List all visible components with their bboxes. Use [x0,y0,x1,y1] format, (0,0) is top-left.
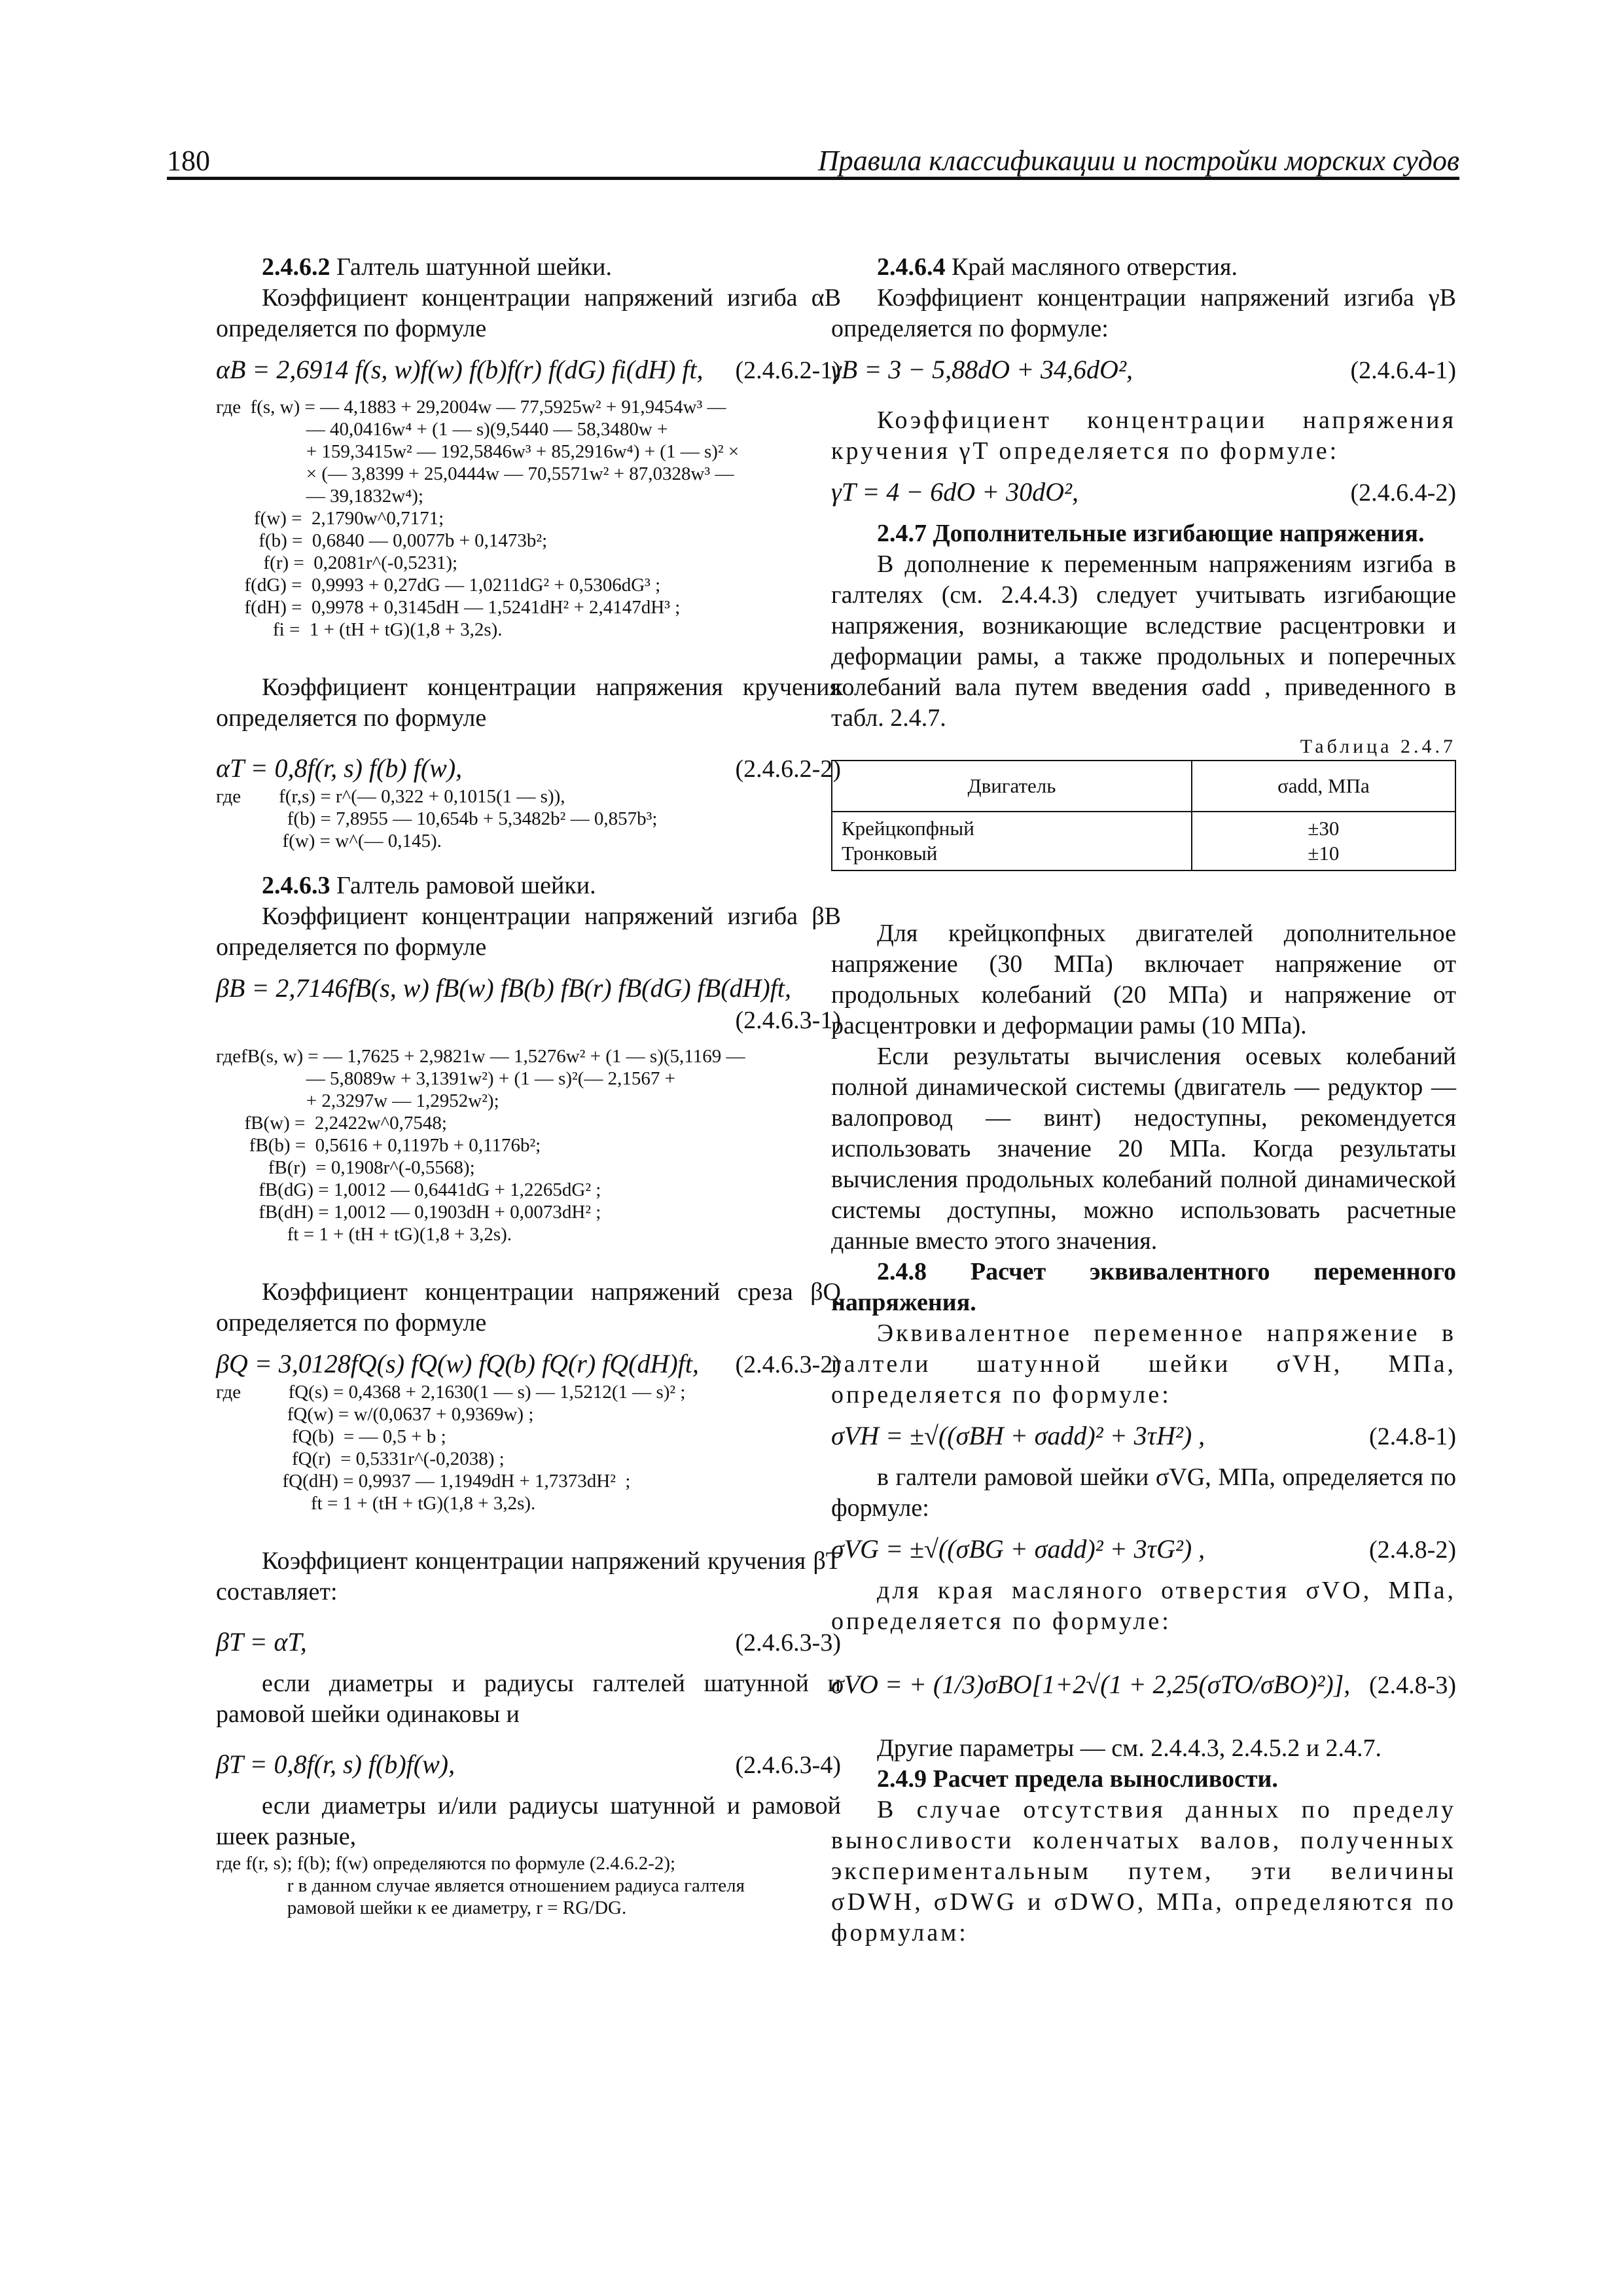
paragraph: если диаметры и/или радиусы шатунной и рамовой шеек разные, [216,1792,841,1850]
equation-2-4-6-4-1 [831,353,1456,387]
section-heading-2-4-6-2 [216,252,841,283]
section-title: Галтель шатунной шейки. [330,253,612,281]
equation-2-4-6-3-3 [216,1626,841,1659]
section-title: 2.4.9 Расчет предела выносливости. [877,1765,1278,1793]
section-heading-2-4-9 [831,1764,1456,1795]
table-header-row [832,761,1455,812]
section-number: 2.4.6.4 [877,253,946,281]
equation-number: (2.4.8-3) [1369,1672,1456,1699]
where-block: где f(s, w) = — 4,1883 + 29,2004w — 77,5925w² + 91,9454w³ — — 40,0416w⁴ + (1 — s)(9,5440 — 58,3480w + + 159,3415w² — 192,5846w³ + 85,2916w⁴) + (1 — s)² × × (— 3,8399 + 25,0444w — 70,5571w² + 87,0328w³ — — 39,1832w⁴); f(w) = 2,1790w^0,7171; f(b) = 0,6840 — 0,0077b + 0,1473b²; f(r) = 0,2081r^(-0,5231); f(dG) = 0,9993 + 0,27dG — 1,0211dG² + 0,5306dG³ ; f(dH) = 0,9978 + 0,3145dH — 1,5241dH² + 2,4147dH³ ; fi = 1 + (tH + tG)(1,8 + 3,2s). [216,397,740,640]
section-number: 2.4.6.3 [262,872,330,899]
table-row [832,812,1455,870]
where-block: где f(r, s); f(b); f(w) определяются по формуле (2.4.6.2-2); r в данном случае является отношением радиуса галтеля рамовой шейки к ее диаметру, r = RG/DG. [216,1853,745,1918]
paragraph: Коэффициент концентрации напряжений изгиба αB определяется по формуле [216,284,841,342]
section-title: 2.4.7 Дополнительные изгибающие напряжения. [877,520,1425,547]
paragraph: Если результаты вычисления осевых колебаний полной динамической системы (двигатель — редуктор — валопровод — винт) недоступны, рекомендуется использовать значение 20 МПа. Когда результаты вычисления продольных колебаний полной динамической системы доступны, можно использовать расчетные данные вместо этого значения. [831,1043,1456,1255]
section-heading-2-4-8 [831,1257,1456,1318]
paragraph: В дополнение к переменным напряжениям изгиба в галтелях (см. 2.4.4.3) следует учитывать изгибающие напряжения, возникающие вследствие расцентровки и деформации рамы, а также продольных и поперечных колебаний вала путем введения σadd , приведенного в табл. 2.4.7. [831,550,1456,732]
paragraph: Коэффициент концентрации напряжений изгиба βB определяется по формуле [216,903,841,961]
equation-body: βT = αT, [216,1627,307,1657]
equation-number: (2.4.6.4-1) [1350,357,1456,384]
equation-number: (2.4.6.4-2) [1350,479,1456,507]
equation-2-4-6-2-2 [216,752,841,785]
equation-body: σVO = + (1/3)σBO[1+2√(1 + 2,25(σTO/σBO)²)], [831,1670,1351,1699]
paragraph: Коэффициент концентрации напряжения кручения определяется по формуле [216,673,841,732]
header-rule [167,177,1459,180]
equation-2-4-6-3-4 [216,1748,841,1782]
equation-body: σVH = ±√((σBH + σadd)² + 3τH²) , [831,1421,1205,1450]
section-heading-2-4-6-3 [216,870,841,901]
equation-body: σVG = ±√((σBG + σadd)² + 3τG²) , [831,1534,1205,1564]
equation-number: (2.4.6.3-3) [735,1629,841,1657]
equation-body: αB = 2,6914 f(s, w)f(w) f(b)f(r) f(dG) fi(dH) ft, [216,355,704,384]
engine-type: Тронковый [842,842,938,865]
equation-2-4-8-2 [831,1533,1456,1566]
table-cell [832,812,1192,870]
equation-number: (2.4.8-2) [1369,1536,1456,1564]
table-cell [1192,812,1455,870]
section-heading-2-4-6-4 [831,252,1456,283]
where-block: где fQ(s) = 0,4368 + 2,1630(1 — s) — 1,5212(1 — s)² ; fQ(w) = w/(0,0637 + 0,9369w) ; fQ(b) = — 0,5 + b ; fQ(r) = 0,5331r^(-0,2038) ; fQ(dH) = 0,9937 — 1,1949dH + 1,7373dH² ; ft = 1 + (tH + tG)(1,8 + 3,2s). [216,1382,686,1514]
section-title: Галтель рамовой шейки. [330,872,596,899]
paragraph: Коэффициент концентрации напряжений изгиба γB определяется по формуле: [831,284,1456,342]
equation-number: (2.4.6.2-2) [735,755,841,783]
equation-number: (2.4.8-1) [1369,1423,1456,1450]
section-title: 2.4.8 Расчет эквивалентного переменного напряжения. [831,1258,1456,1316]
section-heading-2-4-7 [831,518,1456,549]
section-title: Край масляного отверстия. [945,253,1238,281]
equation-2-4-6-3-1 [216,972,841,1005]
equation-number: (2.4.6.3-2) [735,1351,841,1378]
where-block: где f(r,s) = r^(— 0,322 + 0,1015(1 — s)), f(b) = 7,8955 — 10,654b + 5,3482b² — 0,857b³; f(w) = w^(— 0,145). [216,786,658,852]
paragraph: в галтели рамовой шейки σVG, МПа, определяется по формуле: [831,1463,1456,1522]
paragraph: Другие параметры — см. 2.4.4.3, 2.4.5.2 и 2.4.7. [877,1734,1382,1762]
equation-body: βT = 0,8f(r, s) f(b)f(w), [216,1749,455,1779]
stress-value: ±30 [1308,817,1340,840]
paragraph: Коэффициент концентрации напряжений среза βQ определяется по формуле [216,1278,841,1336]
equation-number: (2.4.6.3-4) [735,1751,841,1779]
running-title: Правила классификации и постройки морских судов [817,145,1459,177]
table-2-4-7 [831,760,1456,871]
paragraph: Коэффициент концентрации напряжения кручения γT определяется по формуле: [831,406,1456,465]
equation-2-4-8-3 [831,1668,1456,1702]
section-number: 2.4.6.2 [262,253,330,281]
left-column [216,252,841,1919]
paragraph: Эквивалентное переменное напряжение в галтели шатунной шейки σVH, МПа, определяется по формуле: [831,1319,1456,1408]
table-header-cell: σadd, МПа [1192,761,1455,812]
paragraph: В случае отсутствия данных по пределу выносливости коленчатых валов, полученных экспериментальным путем, эти величины σDWH, σDWG и σDWO, МПа, определяются по формулам: [831,1796,1456,1946]
paragraph: Для крейцкопфных двигателей дополнительное напряжение (30 МПа) включает напряжение от продольных колебаний (20 МПа) и напряжение от расцентровки и деформации рамы (10 МПа). [831,920,1456,1039]
equation-number: (2.4.6.2-1) [735,357,841,384]
equation-2-4-6-2-1 [216,353,841,387]
page-number: 180 [167,145,210,177]
table-caption: Таблица 2.4.7 [1300,736,1456,757]
stress-value: ±10 [1308,842,1340,865]
table-header-cell: Двигатель [832,761,1192,812]
equation-body: βQ = 3,0128fQ(s) fQ(w) fQ(b) fQ(r) fQ(dH)ft, [216,1349,699,1378]
equation-body: γT = 4 − 6dO + 30dO², [831,477,1079,507]
equation-2-4-8-1 [831,1420,1456,1453]
equation-body: αT = 0,8f(r, s) f(b) f(w), [216,753,463,783]
equation-body: βB = 2,7146fB(s, w) fB(w) fB(b) fB(r) fB(dG) fB(dH)ft, [216,973,791,1003]
equation-body: γB = 3 − 5,88dO + 34,6dO², [831,355,1133,384]
page-header [167,144,1459,178]
paragraph: для края масляного отверстия σVO, МПа, определяется по формуле: [831,1577,1456,1635]
equation-number: (2.4.6.3-1) [735,1007,841,1034]
engine-type: Крейцкопфный [842,817,974,840]
where-block: гдеfB(s, w) = — 1,7625 + 2,9821w — 1,5276w² + (1 — s)(5,1169 — — 5,8089w + 3,1391w²) + (1 — s)²(— 2,1567 + + 2,3297w — 1,2952w²); fB(w) = 2,2422w^0,7548; fB(b) = 0,5616 + 0,1197b + 0,1176b²; fB(r) = 0,1908r^(-0,5568); fB(dG) = 1,0012 — 0,6441dG + 1,2265dG² ; fB(dH) = 1,0012 — 0,1903dH + 0,0073dH² ; ft = 1 + (tH + tG)(1,8 + 3,2s). [216,1046,745,1245]
right-column [831,252,1456,1948]
paragraph: если диаметры и радиусы галтелей шатунной и рамовой шейки одинаковы и [216,1670,841,1728]
paragraph: Коэффициент концентрации напряжений кручения βT составляет: [216,1547,841,1605]
equation-2-4-6-4-2 [831,476,1456,509]
equation-2-4-6-3-2 [216,1348,841,1381]
